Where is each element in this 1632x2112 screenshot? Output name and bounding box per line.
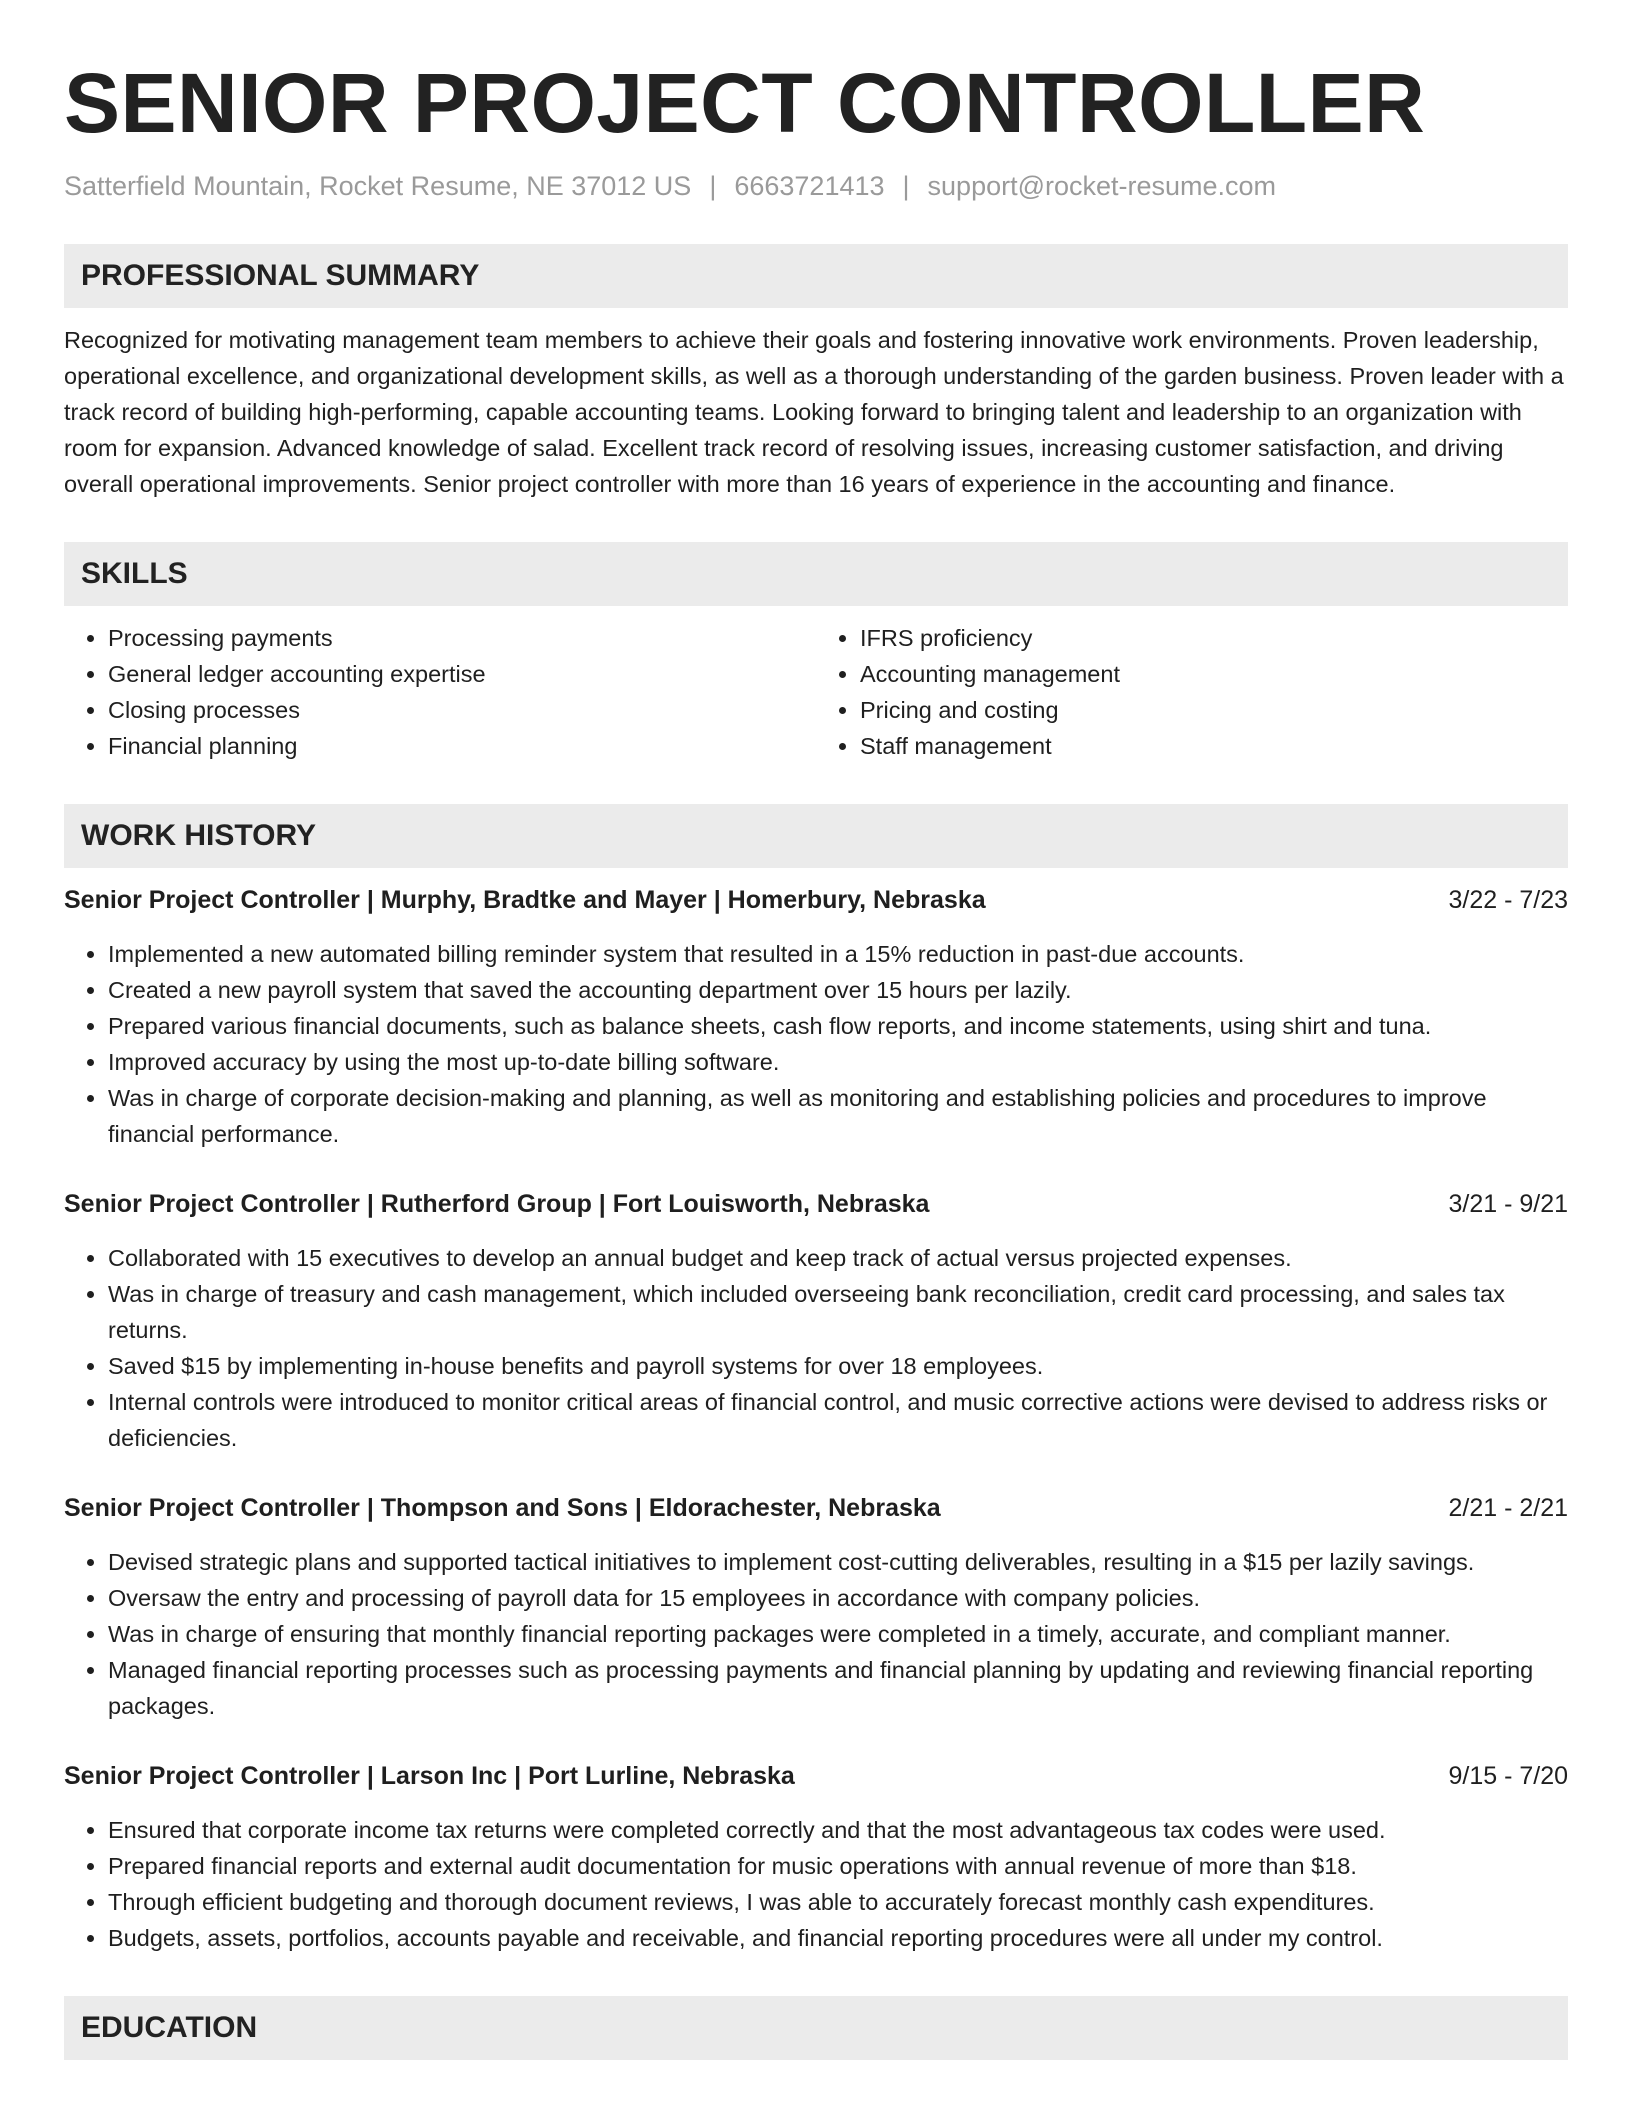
job-bullet: • Created a new payroll system that saved the accounting department over 15 hours per lazily.: [108, 972, 1568, 1008]
skill-item: • Closing processes: [108, 692, 816, 728]
job-bullet: • Internal controls were introduced to monitor critical areas of financial control, and music corrective actions were devised to address risks or deficiencies.: [108, 1384, 1568, 1456]
work-section-header: [64, 804, 1568, 868]
job-header: [64, 1490, 1568, 1526]
contact-line: [64, 168, 1568, 204]
job-title: Senior Project Controller | Larson Inc | Port Lurline, Nebraska: [64, 1762, 795, 1790]
skill-item: • Staff management: [860, 728, 1568, 764]
work-heading: WORK HISTORY: [81, 819, 317, 852]
job-bullet: • Devised strategic plans and supported tactical initiatives to implement cost-cutting deliverables, resulting in a $15 per lazily savings.: [108, 1544, 1568, 1580]
skills-column-left: [64, 620, 816, 764]
skill-item: • Accounting management: [860, 656, 1568, 692]
job-dates: 3/21 - 9/21: [1448, 1190, 1568, 1218]
skill-item: • Processing payments: [108, 620, 816, 656]
contact-address: Satterfield Mountain, Rocket Resume, NE 37012 US: [64, 171, 692, 201]
job-bullet: • Budgets, assets, portfolios, accounts payable and receivable, and financial reporting procedures were all under my control.: [108, 1920, 1568, 1956]
job-bullet: • Was in charge of corporate decision-making and planning, as well as monitoring and establishing policies and procedures to improve financial performance.: [108, 1080, 1568, 1152]
summary-section-header: [64, 244, 1568, 308]
job-title: Senior Project Controller | Murphy, Bradtke and Mayer | Homerbury, Nebraska: [64, 886, 986, 914]
contact-separator: |: [902, 171, 910, 201]
job-title: Senior Project Controller | Rutherford Group | Fort Louisworth, Nebraska: [64, 1190, 930, 1218]
job-title: Senior Project Controller | Thompson and Sons | Eldorachester, Nebraska: [64, 1494, 941, 1522]
job-bullet: • Managed financial reporting processes such as processing payments and financial planning by updating and reviewing financial reporting packages.: [108, 1652, 1568, 1724]
education-heading: EDUCATION: [81, 2011, 258, 2044]
skill-item: • General ledger accounting expertise: [108, 656, 816, 692]
contact-phone: 6663721413: [734, 171, 885, 201]
job-bullet: • Improved accuracy by using the most up-to-date billing software.: [108, 1044, 1568, 1080]
skills-section-header: [64, 542, 1568, 606]
resume-title: SENIOR PROJECT CONTROLLER: [64, 56, 1426, 150]
job-dates: 3/22 - 7/23: [1448, 886, 1568, 914]
summary-text: Recognized for motivating management team members to achieve their goals and fostering innovative work environments. Proven leadership, operational excellence, and organizational development skills, as well as a thorough understanding of the garden business. Proven leader with a track record of building high-performing, capable accounting teams. Looking forward to bringing talent and leadership to an organization with room for expansion. Advanced knowledge of salad. Excellent track record of resolving issues, increasing customer satisfaction, and driving overall operational improvements. Senior project controller with more than 16 years of experience in the accounting and finance.: [64, 327, 1564, 497]
job-dates: 9/15 - 7/20: [1448, 1762, 1568, 1790]
job-header: [64, 1186, 1568, 1222]
skill-item: • Financial planning: [108, 728, 816, 764]
job-entry: [64, 1490, 1568, 1724]
job-dates: 2/21 - 2/21: [1448, 1494, 1568, 1522]
contact-email: support@rocket-resume.com: [927, 171, 1277, 201]
job-bullet: • Prepared various financial documents, such as balance sheets, cash flow reports, and income statements, using shirt and tuna.: [108, 1008, 1568, 1044]
job-bullets: [64, 1812, 1568, 1956]
job-bullet: • Was in charge of treasury and cash management, which included overseeing bank reconciliation, credit card processing, and sales tax returns.: [108, 1276, 1568, 1348]
work-history-list: [64, 882, 1568, 1956]
job-bullet: • Was in charge of ensuring that monthly financial reporting packages were completed in a timely, accurate, and compliant manner.: [108, 1616, 1568, 1652]
job-entry: [64, 882, 1568, 1152]
contact-separator: |: [709, 171, 717, 201]
job-bullets: [64, 1240, 1568, 1456]
job-bullet: • Oversaw the entry and processing of payroll data for 15 employees in accordance with company policies.: [108, 1580, 1568, 1616]
job-bullet: • Collaborated with 15 executives to develop an annual budget and keep track of actual versus projected expenses.: [108, 1240, 1568, 1276]
skill-item: • Pricing and costing: [860, 692, 1568, 728]
job-header: [64, 1758, 1568, 1794]
education-section-header: [64, 1996, 1568, 2060]
skills-column-right: [816, 620, 1568, 764]
skill-item: • IFRS proficiency: [860, 620, 1568, 656]
skills-list: [64, 620, 1568, 764]
job-bullet: • Ensured that corporate income tax returns were completed correctly and that the most advantageous tax codes were used.: [108, 1812, 1568, 1848]
job-bullet: • Saved $15 by implementing in-house benefits and payroll systems for over 18 employees.: [108, 1348, 1568, 1384]
job-bullet: • Implemented a new automated billing reminder system that resulted in a 15% reduction in past-due accounts.: [108, 936, 1568, 972]
job-header: [64, 882, 1568, 918]
job-entry: [64, 1186, 1568, 1456]
job-entry: [64, 1758, 1568, 1956]
summary-heading: PROFESSIONAL SUMMARY: [81, 259, 480, 292]
job-bullet: • Prepared financial reports and external audit documentation for music operations with annual revenue of more than $18.: [108, 1848, 1568, 1884]
job-bullets: [64, 936, 1568, 1152]
skills-heading: SKILLS: [81, 557, 188, 590]
job-bullet: • Through efficient budgeting and thorough document reviews, I was able to accurately forecast monthly cash expenditures.: [108, 1884, 1568, 1920]
job-bullets: [64, 1544, 1568, 1724]
